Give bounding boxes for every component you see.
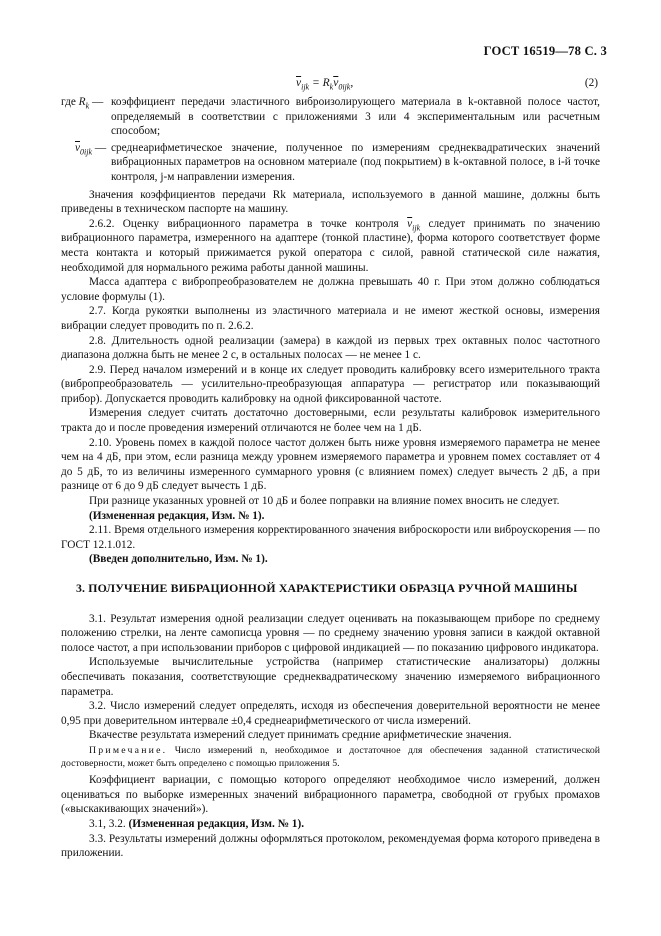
amendment-note: (Измененная редакция, Изм. № 1). bbox=[89, 509, 265, 522]
formula-number: (2) bbox=[584, 77, 598, 89]
paragraph: Вкачестве результата измерений следует принимать средние арифметические значения. bbox=[89, 729, 512, 742]
definition-term-v0: $\overline{v}_{0ijk}$ — bbox=[75, 141, 107, 157]
paragraph-3-3: 3.3. Результаты измерений должны оформляться протоколом, рекомендуемая форма которого приведена в приложении. bbox=[61, 832, 600, 860]
paragraph-2-6-2: 2.6.2. Оценку вибрационного параметра в точке контроля $\overline{v}_{ijk}$ следует принимать по значению вибрационного параметра, измеренного на адаптере (тонкой пластине), форма которого соответствует форме места контакта и который прижимается рукой оператора с силой, равной статической силе нажатия, необходимой для нормального режима работы данной машины. bbox=[61, 217, 601, 274]
paragraph: Измерения следует считать достаточно достоверными, если результаты калибровок измерительного тракта до и после проведения измерений отличаются не более чем на 1 дБ. bbox=[61, 407, 600, 435]
note bbox=[61, 745, 600, 770]
page-header: ГОСТ 16519—78 С. 3 bbox=[483, 44, 607, 58]
document-body bbox=[61, 95, 600, 861]
paragraph: Используемые вычислительные устройства (например статистические анализаторы) должны обеспечивать показания, соответствующие среднеквадратическому значению измеряемого вибрационного параметра. bbox=[61, 656, 600, 698]
paragraph-2-8: 2.8. Длительность одной реализации (замера) в каждой из первых трех октавных полос частотного диапазона должна быть не менее 2 с, в остальных полосах — не менее 1 с. bbox=[61, 334, 600, 362]
paragraph-2-10: 2.10. Уровень помех в каждой полосе частот должен быть ниже уровня измеряемого параметра не менее чем на 4 дБ, при этом, если разница между уровнем измеряемого параметра и уровнем помех составляет от 4 до 5 дБ, то из величины измеренного суммарного уровня (с влиянием помех) следует вычесть 2 дБ, а при разнице от 6 до 9 дБ следует вычесть 1 дБ. bbox=[61, 436, 600, 493]
paragraph: Коэффициент вариации, с помощью которого определяют необходимое число измерений, должен оцениваться по выборке измеренных значений вибрационного параметра, свободной от грубых промахов («выскакивающих значений»). bbox=[61, 774, 600, 816]
paragraph-2-7: 2.7. Когда рукоятки выполнены из эластичного материала и не имеют жесткой основы, измерения вибрации следует проводить по п. 2.6.2. bbox=[61, 305, 600, 332]
paragraph-3-2: 3.2. Число измерений следует определять, исходя из обеспечения доверительной вероятности не менее 0,95 при доверительном интервале ±0,4 среднеарифметического от числа измерений. bbox=[61, 700, 600, 727]
note-text: Число измерений n, необходимое и достаточное для обеспечения заданной статистической достоверности, может быть определено с помощью приложения 5. bbox=[61, 744, 600, 769]
definition-term-rk: где $R_k$ — bbox=[61, 96, 104, 111]
paragraph-2-9: 2.9. Перед началом измерений и в конце их следует проводить калибровку всего измерительного тракта (вибропреобразователь — усилительно-преобразующая аппаратура — регистратор или показывающий прибор). Допускается проводить калибровку на одной фиксированной частоте. bbox=[61, 363, 600, 405]
paragraph-3-1: 3.1. Результат измерения одной реализации следует оценивать на показывающем приборе по среднему положению стрелки, на ленте самописца уровня — по среднему значению уровня записи в каждой октавной полосе частот, а при использовании приборов с цифровой индикацией — по показанию цифрового индикатора. bbox=[61, 612, 600, 654]
definition-v0 bbox=[61, 141, 600, 185]
definition-text-v0: среднеарифметическое значение, полученное по измерениям среднеквадратических значений вибрационных параметров на основном материале (под покрытием) в k-октавной полосе, в i-й точке контроля, j-м направлении измерения. bbox=[111, 141, 600, 183]
amendment-note: (Введен дополнительно, Изм. № 1). bbox=[89, 553, 268, 566]
note-label: Примечание. bbox=[89, 744, 168, 756]
formula-2 bbox=[0, 76, 661, 94]
paragraph: Масса адаптера с вибропреобразователем не должна превышать 40 г. При этом должно соблюдаться условие формулы (1). bbox=[61, 276, 600, 303]
amendment-note: 3.1, 3.2. (Измененная редакция, Изм. № 1). bbox=[89, 817, 305, 830]
paragraph: При разнице указанных уровней от 10 дБ и более поправки на влияние помех вносить не следует. bbox=[89, 495, 560, 508]
paragraph: Значения коэффициентов передачи Rk материала, используемого в данной машине, должны быть приведены в техническом паспорте на машину. bbox=[61, 188, 600, 216]
formula-expression: $\overline{v}_{ijk} = R_k\overline{v}_{0ijk}$, bbox=[296, 77, 354, 92]
definition-text-rk: коэффициент передачи эластичного виброизолирующего материала в k-октавной полосе частот, определяемый в соответствии с приложениями 3 или 4 экспериментальным или расчетным способом; bbox=[111, 96, 600, 138]
definition-rk bbox=[61, 95, 600, 139]
paragraph-2-11: 2.11. Время отдельного измерения корректированного значения виброскорости или виброускорения — по ГОСТ 12.1.012. bbox=[61, 524, 600, 551]
section-title: 3. ПОЛУЧЕНИЕ ВИБРАЦИОННОЙ ХАРАКТЕРИСТИКИ ОБРАЗЦА РУЧНОЙ МАШИНЫ bbox=[76, 581, 578, 595]
